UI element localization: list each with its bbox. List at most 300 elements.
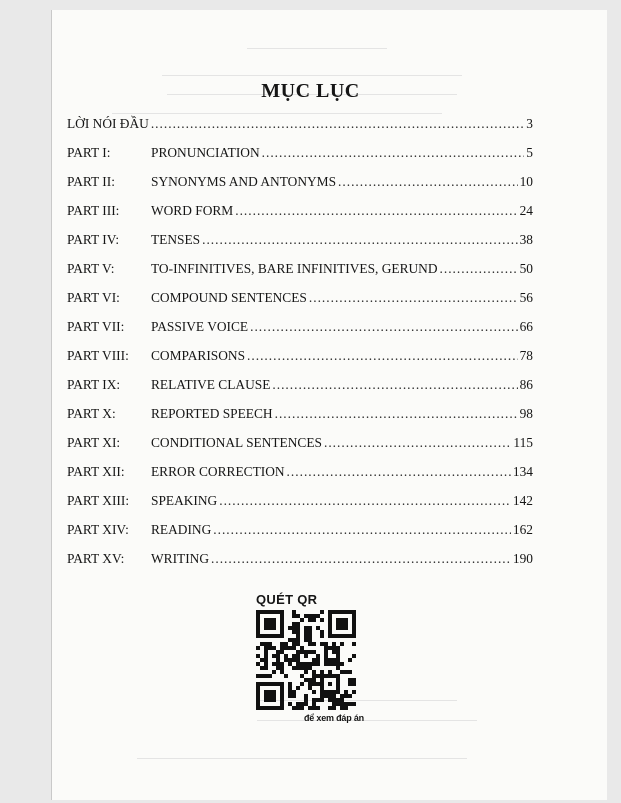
toc-title: PASSIVE VOICE xyxy=(151,319,249,334)
qr-module xyxy=(316,658,320,662)
toc-page-number: 86 xyxy=(519,377,533,392)
qr-module xyxy=(256,610,260,614)
toc-leader xyxy=(309,290,518,306)
qr-module xyxy=(288,658,292,662)
toc-page-number: 134 xyxy=(512,464,533,479)
qr-module xyxy=(280,622,284,626)
qr-module xyxy=(332,694,336,698)
qr-module xyxy=(296,686,300,690)
qr-module xyxy=(276,654,280,658)
qr-module xyxy=(308,642,312,646)
toc-part-label: PART XV: xyxy=(67,551,125,566)
toc-page-number: 78 xyxy=(519,348,533,363)
qr-module xyxy=(292,614,296,618)
qr-module xyxy=(304,626,308,630)
qr-module xyxy=(292,630,296,634)
toc-part-label: PART X: xyxy=(67,406,116,421)
qr-module xyxy=(308,614,312,618)
qr-module xyxy=(292,646,296,650)
qr-module xyxy=(304,670,308,674)
qr-module xyxy=(292,694,296,698)
qr-module xyxy=(340,702,344,706)
qr-module xyxy=(352,690,356,694)
qr-module xyxy=(328,658,332,662)
qr-module xyxy=(340,670,344,674)
qr-module xyxy=(296,622,300,626)
qr-module xyxy=(328,626,332,630)
qr-module xyxy=(280,706,284,710)
qr-module xyxy=(284,646,288,650)
qr-module xyxy=(268,646,272,650)
qr-module xyxy=(344,618,348,622)
qr-module xyxy=(336,702,340,706)
qr-module xyxy=(292,706,296,710)
toc-leader xyxy=(324,435,511,451)
toc-leader xyxy=(151,116,524,132)
qr-module xyxy=(280,702,284,706)
qr-module xyxy=(264,654,268,658)
qr-module xyxy=(316,674,320,678)
qr-module xyxy=(264,674,268,678)
qr-module xyxy=(304,702,308,706)
qr-module xyxy=(312,674,316,678)
qr-module xyxy=(352,654,356,658)
qr-module xyxy=(272,634,276,638)
qr-module xyxy=(308,678,312,682)
toc-title: TENSES xyxy=(151,232,201,247)
qr-module xyxy=(276,610,280,614)
qr-module xyxy=(336,634,340,638)
qr-module xyxy=(312,702,316,706)
toc-row-part-15 xyxy=(67,551,533,569)
qr-module xyxy=(256,626,260,630)
qr-module xyxy=(352,642,356,646)
qr-module xyxy=(336,646,340,650)
toc-row-part-6 xyxy=(67,290,533,308)
qr-module xyxy=(312,618,316,622)
qr-module xyxy=(352,634,356,638)
qr-module xyxy=(332,706,336,710)
qr-module xyxy=(288,702,292,706)
qr-module xyxy=(280,630,284,634)
qr-module xyxy=(264,626,268,630)
toc-leader xyxy=(211,551,511,567)
toc-leader xyxy=(275,406,518,422)
qr-module xyxy=(320,670,324,674)
qr-module xyxy=(328,630,332,634)
qr-module xyxy=(352,618,356,622)
qr-module xyxy=(280,690,284,694)
qr-module xyxy=(292,622,296,626)
qr-module xyxy=(300,666,304,670)
qr-module xyxy=(344,694,348,698)
qr-module xyxy=(336,622,340,626)
toc-page-number: 66 xyxy=(519,319,533,334)
qr-module xyxy=(268,698,272,702)
qr-module xyxy=(324,642,328,646)
qr-module xyxy=(292,642,296,646)
qr-module xyxy=(296,702,300,706)
qr-module xyxy=(348,702,352,706)
qr-module xyxy=(296,706,300,710)
qr-module xyxy=(312,682,316,686)
qr-module xyxy=(304,614,308,618)
toc-part-label: PART IV: xyxy=(67,232,120,247)
qr-module xyxy=(304,650,308,654)
qr-module xyxy=(336,654,340,658)
qr-module xyxy=(320,642,324,646)
qr-module xyxy=(332,690,336,694)
qr-module xyxy=(260,682,264,686)
qr-module xyxy=(312,706,316,710)
qr-module xyxy=(336,658,340,662)
toc-part-label: PART XI: xyxy=(67,435,121,450)
qr-module xyxy=(272,682,276,686)
qr-module xyxy=(276,650,280,654)
qr-module xyxy=(308,638,312,642)
qr-module xyxy=(328,662,332,666)
qr-module xyxy=(292,626,296,630)
qr-module xyxy=(336,682,340,686)
qr-module xyxy=(304,698,308,702)
qr-module xyxy=(332,634,336,638)
toc-leader xyxy=(272,377,517,393)
qr-module xyxy=(272,670,276,674)
qr-module xyxy=(260,634,264,638)
qr-label: QUÉT QR xyxy=(256,592,318,607)
qr-module xyxy=(320,682,324,686)
qr-module xyxy=(272,698,276,702)
toc-page-number: 115 xyxy=(513,435,533,450)
toc-part-label: PART IX: xyxy=(67,377,121,392)
toc-leader xyxy=(287,464,511,480)
qr-module xyxy=(256,702,260,706)
toc-leader xyxy=(338,174,518,190)
qr-module xyxy=(328,682,332,686)
qr-module xyxy=(272,646,276,650)
qr-module xyxy=(280,694,284,698)
qr-module xyxy=(272,690,276,694)
qr-module xyxy=(320,618,324,622)
qr-module xyxy=(316,662,320,666)
qr-module xyxy=(288,626,292,630)
qr-module xyxy=(272,694,276,698)
qr-module xyxy=(324,690,328,694)
qr-module xyxy=(296,642,300,646)
qr-module xyxy=(280,650,284,654)
toc-row-part-8 xyxy=(67,348,533,366)
toc-page-number: 10 xyxy=(519,174,533,189)
qr-module xyxy=(312,650,316,654)
toc-row-part-13 xyxy=(67,493,533,511)
qr-module xyxy=(260,610,264,614)
qr-module xyxy=(256,706,260,710)
qr-module xyxy=(264,690,268,694)
qr-module xyxy=(268,682,272,686)
qr-section xyxy=(254,592,364,723)
qr-module xyxy=(328,706,332,710)
toc-part-label: PART VI: xyxy=(67,290,120,305)
qr-module xyxy=(344,610,348,614)
toc-row-part-11 xyxy=(67,435,533,453)
qr-module xyxy=(256,654,260,658)
qr-module xyxy=(256,674,260,678)
toc-part-label: PART I: xyxy=(67,145,111,160)
qr-module xyxy=(352,626,356,630)
qr-module xyxy=(328,646,332,650)
qr-module xyxy=(304,630,308,634)
toc-part-label: PART V: xyxy=(67,261,115,276)
qr-module xyxy=(296,666,300,670)
toc-title: WORD FORM xyxy=(151,203,234,218)
qr-module xyxy=(348,658,352,662)
qr-module xyxy=(332,646,336,650)
toc-title: SYNONYMS AND ANTONYMS xyxy=(151,174,337,189)
toc-title: ERROR CORRECTION xyxy=(151,464,285,479)
qr-module xyxy=(336,666,340,670)
toc-page-number: 142 xyxy=(512,493,533,508)
qr-module xyxy=(300,618,304,622)
qr-module xyxy=(268,642,272,646)
qr-module xyxy=(260,658,264,662)
toc-row-part-14 xyxy=(67,522,533,540)
qr-module xyxy=(328,694,332,698)
qr-module xyxy=(284,674,288,678)
qr-module xyxy=(264,646,268,650)
qr-module xyxy=(348,670,352,674)
toc-row-intro xyxy=(67,116,533,134)
qr-module xyxy=(340,698,344,702)
qr-module xyxy=(268,626,272,630)
qr-module xyxy=(272,610,276,614)
qr-module xyxy=(268,610,272,614)
qr-module xyxy=(324,694,328,698)
toc-leader xyxy=(213,522,511,538)
qr-caption: để xem đáp án xyxy=(304,713,364,723)
qr-module xyxy=(284,654,288,658)
qr-module xyxy=(296,626,300,630)
toc-row-part-7 xyxy=(67,319,533,337)
qr-module xyxy=(284,658,288,662)
qr-module xyxy=(280,642,284,646)
qr-module xyxy=(264,618,268,622)
qr-module xyxy=(264,610,268,614)
qr-module xyxy=(300,650,304,654)
qr-module xyxy=(292,610,296,614)
qr-module xyxy=(280,686,284,690)
toc-page-number: 190 xyxy=(512,551,533,566)
qr-module xyxy=(352,622,356,626)
toc-page-number: 38 xyxy=(519,232,533,247)
qr-module xyxy=(300,706,304,710)
qr-module xyxy=(316,654,320,658)
qr-module xyxy=(304,638,308,642)
qr-module xyxy=(316,706,320,710)
qr-module xyxy=(332,642,336,646)
toc-leader xyxy=(440,261,518,277)
toc-row-part-9 xyxy=(67,377,533,395)
toc-part-label: PART XII: xyxy=(67,464,125,479)
qr-module xyxy=(324,658,328,662)
qr-module xyxy=(304,678,308,682)
qr-module xyxy=(336,690,340,694)
toc-part-label: PART VIII: xyxy=(67,348,129,363)
qr-module xyxy=(328,634,332,638)
qr-module xyxy=(352,610,356,614)
qr-module xyxy=(308,626,312,630)
toc-page-number: 162 xyxy=(512,522,533,537)
qr-module xyxy=(280,670,284,674)
qr-module xyxy=(280,666,284,670)
qr-module xyxy=(340,610,344,614)
qr-module xyxy=(332,662,336,666)
qr-module xyxy=(296,650,300,654)
qr-module xyxy=(288,686,292,690)
qr-module xyxy=(280,618,284,622)
qr-module xyxy=(276,666,280,670)
qr-module xyxy=(268,706,272,710)
qr-module xyxy=(296,630,300,634)
toc-leader xyxy=(262,145,525,161)
qr-module xyxy=(280,698,284,702)
qr-module xyxy=(280,614,284,618)
toc-row-part-3 xyxy=(67,203,533,221)
qr-module xyxy=(260,674,264,678)
qr-module xyxy=(344,690,348,694)
qr-module xyxy=(308,618,312,622)
qr-module xyxy=(304,662,308,666)
qr-module xyxy=(264,658,268,662)
qr-module xyxy=(328,618,332,622)
qr-module xyxy=(300,662,304,666)
qr-module xyxy=(276,706,280,710)
toc-leader xyxy=(202,232,518,248)
qr-module xyxy=(264,662,268,666)
toc-title: READING xyxy=(151,522,212,537)
qr-module xyxy=(256,682,260,686)
qr-module xyxy=(280,610,284,614)
qr-module xyxy=(296,634,300,638)
qr-module xyxy=(256,694,260,698)
toc-page-number: 56 xyxy=(519,290,533,305)
qr-module xyxy=(332,610,336,614)
qr-module xyxy=(312,678,316,682)
qr-module xyxy=(348,682,352,686)
qr-module xyxy=(336,674,340,678)
qr-module xyxy=(320,678,324,682)
toc-row-part-2 xyxy=(67,174,533,192)
qr-module xyxy=(272,626,276,630)
qr-module xyxy=(264,698,268,702)
qr-module xyxy=(260,666,264,670)
qr-module xyxy=(256,614,260,618)
toc-row-part-1 xyxy=(67,145,533,163)
toc-leader xyxy=(247,348,518,364)
qr-module xyxy=(332,698,336,702)
qr-module xyxy=(340,618,344,622)
qr-module xyxy=(348,678,352,682)
qr-module xyxy=(260,706,264,710)
qr-module xyxy=(344,702,348,706)
qr-module xyxy=(328,614,332,618)
qr-module xyxy=(332,658,336,662)
qr-module xyxy=(280,634,284,638)
qr-module xyxy=(312,670,316,674)
qr-module xyxy=(344,626,348,630)
qr-module xyxy=(300,702,304,706)
qr-module xyxy=(304,694,308,698)
qr-module xyxy=(308,634,312,638)
qr-module xyxy=(296,654,300,658)
toc-page-number: 50 xyxy=(519,261,533,276)
qr-module xyxy=(268,622,272,626)
qr-module xyxy=(268,690,272,694)
qr-module xyxy=(312,662,316,666)
qr-module xyxy=(292,658,296,662)
qr-module xyxy=(256,622,260,626)
qr-code[interactable] xyxy=(256,610,356,710)
qr-module xyxy=(336,678,340,682)
qr-module xyxy=(264,666,268,670)
qr-module xyxy=(272,706,276,710)
toc-part-label: PART VII: xyxy=(67,319,125,334)
qr-module xyxy=(336,650,340,654)
qr-module xyxy=(264,634,268,638)
qr-module xyxy=(264,642,268,646)
qr-module xyxy=(256,662,260,666)
qr-module xyxy=(320,694,324,698)
qr-module xyxy=(280,626,284,630)
qr-module xyxy=(340,622,344,626)
qr-module xyxy=(324,674,328,678)
qr-module xyxy=(320,686,324,690)
qr-module xyxy=(308,666,312,670)
qr-module xyxy=(352,678,356,682)
qr-module xyxy=(308,706,312,710)
qr-module xyxy=(284,642,288,646)
qr-module xyxy=(268,618,272,622)
qr-module xyxy=(348,694,352,698)
qr-module xyxy=(312,642,316,646)
qr-module xyxy=(348,634,352,638)
toc-title: WRITING xyxy=(151,551,210,566)
qr-module xyxy=(300,674,304,678)
qr-module xyxy=(260,642,264,646)
toc-leader xyxy=(235,203,517,219)
toc-title: SPEAKING xyxy=(151,493,218,508)
toc-row-part-5 xyxy=(67,261,533,279)
qr-module xyxy=(336,698,340,702)
qr-module xyxy=(340,642,344,646)
qr-module xyxy=(316,614,320,618)
qr-module xyxy=(320,630,324,634)
qr-module xyxy=(256,618,260,622)
qr-module xyxy=(320,674,324,678)
qr-module xyxy=(328,690,332,694)
toc-leader xyxy=(250,319,518,335)
qr-module xyxy=(312,690,316,694)
toc-leader xyxy=(219,493,511,509)
qr-module xyxy=(300,646,304,650)
qr-module xyxy=(328,670,332,674)
qr-module xyxy=(340,634,344,638)
toc-page-number: 5 xyxy=(526,145,533,160)
qr-module xyxy=(256,646,260,650)
qr-module xyxy=(336,610,340,614)
qr-module xyxy=(352,630,356,634)
qr-module xyxy=(312,698,316,702)
qr-module xyxy=(276,658,280,662)
